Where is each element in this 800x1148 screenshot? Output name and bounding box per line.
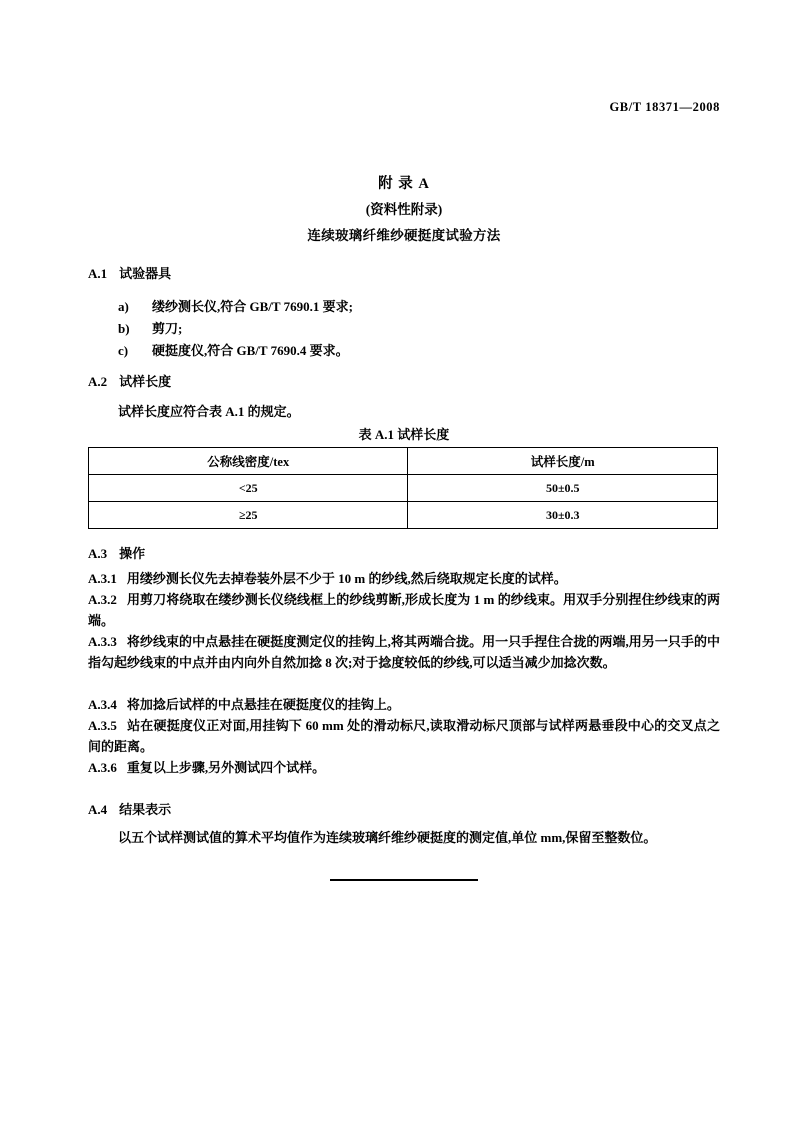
step-text: 用剪刀将绕取在缕纱测长仪绕线框上的纱线剪断,形成长度为 1 m 的纱线束。用双手分别捏住纱线束的两端。 [88,592,720,628]
step-label: A.3.4 [88,697,117,712]
table-header-row [89,448,718,475]
step-a3-3 [88,631,720,673]
step-text: 将加捻后试样的中点悬挂在硬挺度仪的挂钩上。 [126,697,400,712]
step-label: A.3.3 [88,634,117,649]
section-number-a2: A.2 [88,374,108,389]
section-number-a4: A.4 [88,802,108,817]
step-a3-4 [88,694,720,715]
step-text: 重复以上步骤,另外测试四个试样。 [126,760,326,775]
step-text: 站在硬挺度仪正对面,用挂钩下 60 mm 处的滑动标尺,读取滑动标尺顶部与试样两悬垂段中心的交叉点之间的距离。 [88,718,720,754]
table-cell: 50±0.5 [408,475,718,502]
section-number-a1: A.1 [88,266,108,281]
section-heading-a4 [88,799,171,818]
step-text: 将纱线束的中点悬挂在硬挺度测定仪的挂钩上,将其两端合拢。用一只手捏住合拢的两端,用另一只手的中指勾起纱线束的中点并由内向外自然加捻 8 次;对于捻度较低的纱线,可以适当减少加捻次数。 [88,634,720,670]
section-a4-body: 以五个试样测试值的算术平均值作为连续玻璃纤维纱硬挺度的测定值,单位 mm,保留至整数位。 [118,830,657,845]
list-text: 缕纱测长仪,符合 GB/T 7690.1 要求; [152,299,353,314]
running-header: GB/T 18371—2008 [609,100,720,114]
step-a3-5 [88,715,720,757]
step-a3-1 [88,568,720,589]
section-number-a3: A.3 [88,546,108,561]
step-a3-6 [88,757,720,778]
section-title-a1: 试验器具 [119,266,172,281]
list-marker: c) [118,343,129,358]
section-title-a2: 试样长度 [119,374,172,389]
annex-subtitle: (资料性附录) [365,202,443,217]
end-of-annex-rule [330,879,478,881]
section-heading-a1 [88,263,171,282]
list-item [118,318,182,337]
list-text: 剪刀; [152,321,183,336]
annex-name: 连续玻璃纤维纱硬挺度试验方法 [307,228,501,243]
section-title-a3: 操作 [119,546,146,561]
step-label: A.3.5 [88,718,117,733]
table-header-cell: 公称线密度/tex [89,448,408,475]
section-title-a4: 结果表示 [119,802,172,817]
table-cell: <25 [89,475,408,502]
step-label: A.3.6 [88,760,117,775]
list-text: 硬挺度仪,符合 GB/T 7690.4 要求。 [152,343,349,358]
list-marker: b) [118,321,130,336]
list-item [118,296,353,315]
sample-length-table [88,447,718,529]
table-caption: 表 A.1 试样长度 [358,427,450,442]
table-row [89,475,718,502]
table-header-cell: 试样长度/m [408,448,718,475]
section-heading-a2 [88,371,171,390]
list-item [118,340,349,359]
step-text: 用缕纱测长仪先去掉卷装外层不少于 10 m 的纱线,然后绕取规定长度的试样。 [126,571,567,586]
table-row [89,502,718,529]
section-a2-intro: 试样长度应符合表 A.1 的规定。 [118,404,300,419]
section-heading-a3 [88,543,145,562]
annex-title: 附 录 A [378,176,430,192]
step-label: A.3.1 [88,571,117,586]
table-cell: 30±0.3 [408,502,718,529]
table-cell: ≥25 [89,502,408,529]
step-label: A.3.2 [88,592,117,607]
step-a3-2 [88,589,720,631]
list-marker: a) [118,299,129,314]
